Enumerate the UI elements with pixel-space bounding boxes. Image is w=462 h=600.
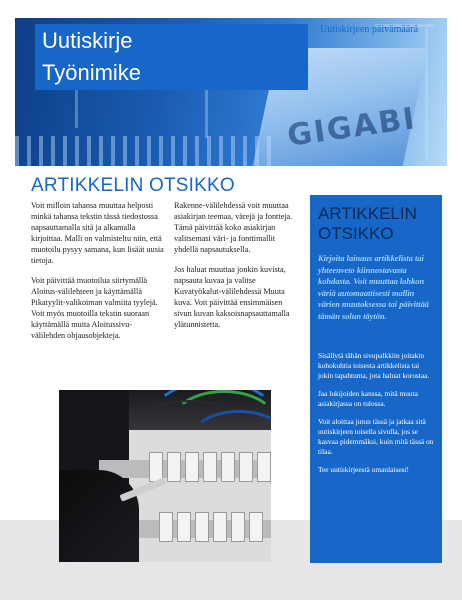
article-column-1 <box>31 200 166 350</box>
technician-hand <box>59 470 139 562</box>
pull-quote: Kirjoita lainaus artikkelista tai yhteenveto kiinnostavasta kohdasta. Voit muuttaa lohkon väriä automaattisesti mallin värien muutoksessa tai päivittää tämän solun täytön. <box>318 254 429 321</box>
chip-label: GIGABI <box>285 101 419 154</box>
breaker <box>185 452 199 482</box>
breaker <box>195 512 209 542</box>
breaker <box>231 512 245 542</box>
sidebar-paragraph: Sisällytä tähän sivupalkkiin joitakin kohokohtia toisesta artikkelista tai jokin tapahtuma, jota haluat korostaa. <box>318 351 430 380</box>
article-column-2 <box>174 200 301 339</box>
breaker <box>221 452 235 482</box>
newsletter-subtitle: Työnimike <box>42 59 147 89</box>
sidebar-paragraph: Tee uutiskirjeestä omanlaisesi! <box>318 465 410 474</box>
article-paragraph: Rakenne-välilehdessä voit muuttaa asiakirjan teemaa, värejä ja fontteja. Tämä päivittää koko asiakirjan valitsemasi väri- ja fonttimallit yhdellä napsautuksella. <box>174 201 293 254</box>
breaker <box>249 512 263 542</box>
article-paragraph: Jos haluat muuttaa jonkin kuvista, napsauta kuvaa ja valitse Kuvatyökalut-välilehdessä Muuta kuva. Voit päivittää ensimmäisen sivun kuvan kaksoisnapsauttamalla ylätunnistetta. <box>174 265 290 329</box>
connector-pins <box>15 136 275 166</box>
sidebar-title: ARTIKKELIN OTSIKKO <box>318 204 417 243</box>
breaker <box>257 452 271 482</box>
newsletter-date: Uutiskirjeen päivämäärä <box>320 24 419 35</box>
sidebar-paragraph: Voit aloittaa jutun tässä ja jatkaa sitä uutiskirjeen toisella sivulla, jos se kasvaa pidemmäksi, kuin mitä tässä on tilaa. <box>318 417 434 456</box>
breaker <box>203 452 217 482</box>
breaker <box>239 452 253 482</box>
breaker <box>177 512 191 542</box>
sidebar-paragraph: Jaa lukijoiden kanssa, mitä muuta asiakirjassa on tulossa. <box>318 389 418 408</box>
article-photo <box>59 390 271 562</box>
newsletter-title: Uutiskirje <box>42 28 133 53</box>
article-paragraph: Voit päivittää muotoilua siirtymällä Aloitus-välilehteen ja käyttämällä Pikatyylit-valikoiman valmiita tyylejä. Voit myös muotoilla tekstin suoraan käyttämällä muita Aloitussivu-välilehden ohjausobjekteja. <box>31 276 158 340</box>
breaker <box>167 452 181 482</box>
breaker <box>213 512 227 542</box>
breaker <box>159 512 173 542</box>
article-title: ARTIKKELIN OTSIKKO <box>31 175 235 196</box>
article-paragraph: Voit milloin tahansa muuttaa helposti minkä tahansa tekstin tässä tiedostossa napsauttamalla sitä ja alkamalla kirjoittaa. Malli on valmisteltu niin, että muotoilu pysyy samana, kun lisäät uusia tietoja. <box>31 201 164 265</box>
sidebar-body <box>318 351 436 483</box>
